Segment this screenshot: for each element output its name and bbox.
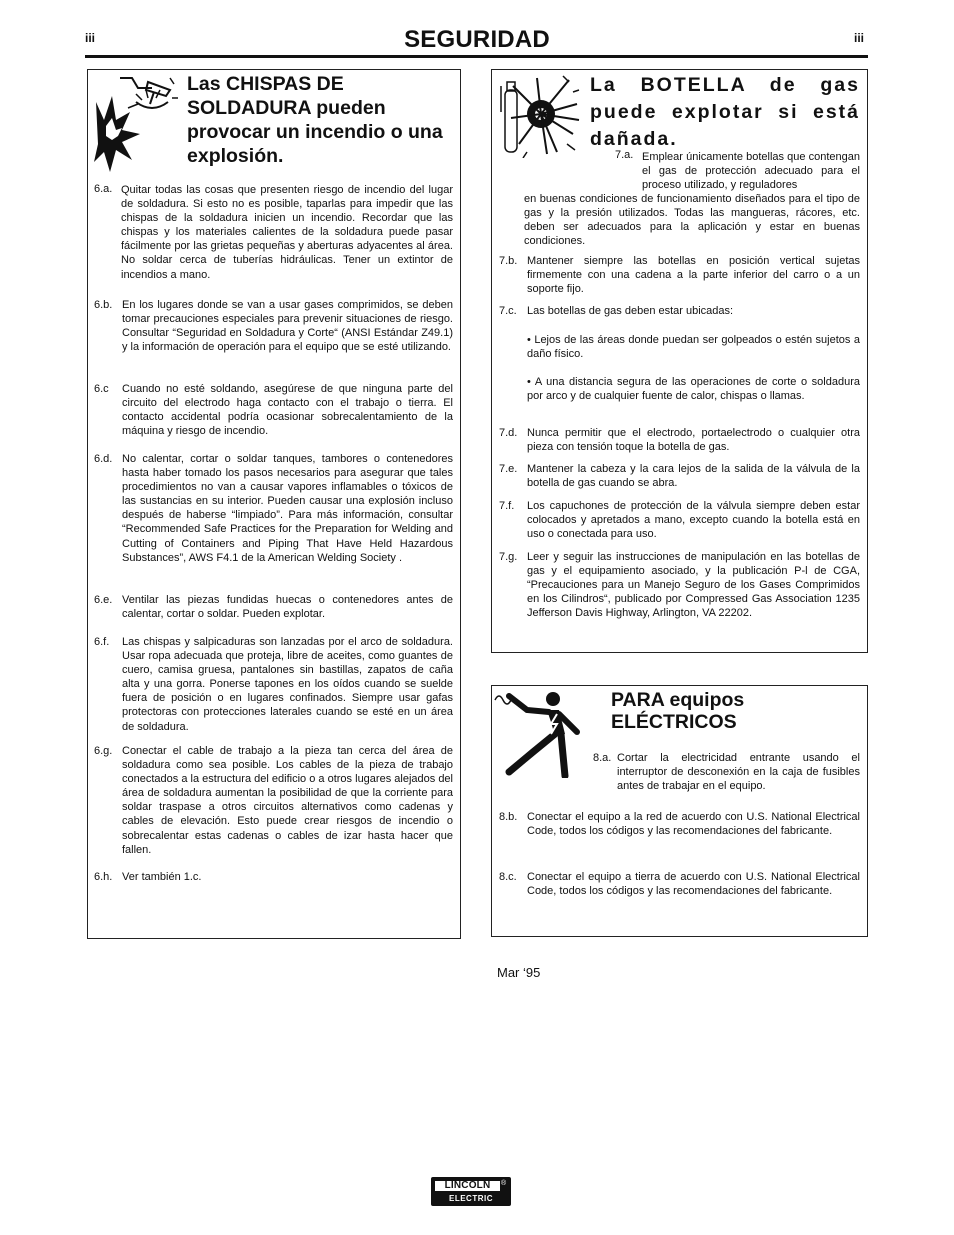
electric-shock-icon	[493, 688, 585, 778]
item-text: Conectar el cable de trabajo a la pieza tan cerca del área de soldadura como sea posible. Los cables de la pieza de trabajo conectados a la estructura del edificio o a otros lugares alejados del área de soldadura aumentan la posibilidad de que la corriente para soldar traspase a otros circuitos alternativos como cadenas y cables de elevación. Esto puede crear riesgos de incendio o sobrecalentar estas cadenas o cables de izar hasta hacer que fallen.	[122, 745, 453, 856]
list-item	[499, 499, 860, 541]
item-number: 7.g.	[499, 551, 518, 563]
item-number: 8.b.	[499, 811, 518, 823]
item-text: Leer y seguir las instrucciones de manipulación en las botellas de gas y el equipamiento asociado, y la publicación P-l de CGA, “Precauciones para un Manejo Seguro de los Gases Comprimidos en los Cilindros“, publicado por Compressed Gas Association 1235 Jefferson Davis Highway, Arlington, VA 22202.	[527, 551, 860, 620]
list-item	[615, 148, 860, 192]
list-item	[499, 426, 860, 454]
item-text: Ver también 1.c.	[122, 871, 202, 883]
item-number: 6.d.	[94, 453, 113, 465]
list-item	[593, 751, 860, 793]
item-number: 6.a.	[94, 183, 113, 195]
revision-date: Mar ‘95	[497, 965, 541, 980]
item-number: 6.c	[94, 383, 109, 395]
item-number: 7.a.	[615, 149, 634, 161]
item-text: en buenas condiciones de funcionamiento diseñados para el tipo de gas y la presión utilizados. Todas las mangueras, rácores, etc. deben ser adecuados para la aplicación y estar en buenas condiciones.	[524, 193, 860, 248]
item-number: 8.a.	[593, 752, 612, 764]
item-text: Quitar todas las cosas que presenten riesgo de incendio del lugar de soldadura. Si esto no es posible, taparlas para impedir que las chispas de la soldadura inicien un incendio. Recordar que las chispas y los materiales calientes de la soldadura puede pasar fácilmente por las grietas pequeñas y aberturas adyacentes al área. No soldar cerca de tuberías hidráulicas. Tener un extintor de incendios a mano.	[121, 184, 453, 281]
item-text: Mantener siempre las botellas en posición vertical sujetas firmemente con una cadena a la parte inferior del carro o a un soporte fijo.	[527, 255, 860, 296]
item-text: Conectar el equipo a tierra de acuerdo con U.S. National Electrical Code, todos los códigos y las recomendaciones del fabricante.	[527, 871, 860, 898]
item-text: Las botellas de gas deben estar ubicadas:	[527, 305, 734, 317]
list-item	[499, 810, 860, 838]
list-item	[94, 744, 453, 857]
item-text: En los lugares donde se van a usar gases comprimidos, se deben tomar precauciones especiales para prevenir situaciones de riesgo. Consultar “Seguridad en Soldadura y Corte“ (ANSI Estándar Z49.1) y la información de operación para el equipo que se esté utilizando.	[122, 299, 453, 354]
item-number: 6.b.	[94, 299, 113, 311]
bullet-item: • A una distancia segura de las operaciones de corte o soldadura por arco y de cualquier fuente de calor, chispas o llamas.	[527, 376, 860, 403]
logo-text-top: LINCOLN	[434, 1180, 501, 1192]
bullet-item: • Lejos de las áreas donde puedan ser golpeados o estén sujetos a daño físico.	[527, 334, 860, 361]
item-number: 7.e.	[499, 463, 518, 475]
item-text: Las chispas y salpicaduras son lanzadas por el arco de soldadura. Usar ropa adecuada que proteja, libre de aceites, como guantes de cuero, camisa gruesa, pantalones sin bastillas, zapatos de caña alta y una gorra. Ponerse tapones en los oídos cuando se suelde fuera de posición o en lugares confinados. Siempre usar gafas protectoras con protecciones laterales cuando se esté en un área de soldadura.	[122, 636, 453, 733]
page-number-left: iii	[85, 31, 96, 45]
item-number: 7.f.	[499, 500, 515, 512]
item-text: No calentar, cortar o soldar tanques, tambores o contenedores hasta haber tomado los pasos necesarios para asegurar que tales procedimientos no van a causar vapores inflamables o tóxicos de las sustancias en su interior. Pueden causar una explosión incluso después de haberse “limpiado”. Para más información, consultar “Recommended Safe Practices for the Preparation for Welding and Cutting of Containers and Piping That Have Held Hazardous Substances”, AWS F4.1 de la American Welding Society .	[122, 453, 453, 564]
item-number: 7.c.	[499, 305, 517, 317]
list-item	[94, 635, 453, 734]
registered-mark: ®	[501, 1180, 507, 1187]
item-text: Conectar el equipo a la red de acuerdo con U.S. National Electrical Code, todos los códigos y las recomendaciones del fabricante.	[527, 811, 860, 838]
list-item	[94, 870, 453, 884]
item-text: Los capuchones de protección de la válvula siempre deben estar colocados y apretados a mano, excepto cuando la botella está en uso o conectada para uso.	[527, 500, 860, 541]
list-item	[499, 254, 860, 296]
item-text: Mantener la cabeza y la cara lejos de la salida de la válvula de la botella de gas cuando se abra.	[527, 463, 860, 490]
page-title: SEGURIDAD	[404, 26, 550, 53]
list-item	[94, 182, 453, 282]
page-number-right: iii	[854, 31, 865, 45]
list-item	[94, 382, 453, 438]
electrical-heading	[611, 689, 851, 733]
electrical-heading-line2: ELÉCTRICOS	[611, 711, 737, 733]
list-item	[94, 452, 453, 565]
list-item	[499, 870, 860, 898]
logo-text-bottom: ELECTRIC	[449, 1194, 493, 1203]
item-number: 6.h.	[94, 871, 113, 883]
item-number: 6.f.	[94, 636, 110, 648]
electrical-heading-line1: PARA equipos	[611, 689, 745, 711]
item-text: Ventilar las piezas fundidas huecas o contenedores antes de calentar, cortar o soldar. Pueden explotar.	[122, 594, 453, 621]
list-item	[499, 550, 860, 620]
item-text: Emplear únicamente botellas que contengan el gas de protección adecuado para el proceso utilizado, y reguladores	[642, 151, 860, 192]
item-text: Cuando no esté soldando, asegúrese de que ninguna parte del circuito del electrodo haga contacto con el trabajo o tierra. El contacto accidental podría ocasionar sobrecalentamiento de la máquina y riesgo de incendio.	[122, 383, 453, 438]
item-number: 6.g.	[94, 745, 113, 757]
title-rule	[85, 55, 868, 58]
list-item-continued	[524, 192, 860, 248]
list-item	[499, 304, 860, 318]
list-item	[94, 593, 453, 621]
item-number: 8.c.	[499, 871, 517, 883]
exploding-gas-cylinder-icon	[497, 72, 581, 158]
item-text: Nunca permitir que el electrodo, portaelectrodo o cualquier otra pieza con tensión toque la botella de gas.	[527, 427, 860, 454]
list-item	[499, 462, 860, 490]
gas-cylinder-heading: La BOTELLA de gas puede explotar si está dañada.	[590, 74, 860, 150]
explosion-sparks-icon	[92, 74, 182, 174]
sparks-heading: Las CHISPAS DE SOLDADURA pueden provocar un incendio o una explosión.	[187, 73, 443, 167]
item-number: 6.e.	[94, 594, 113, 606]
item-number: 7.b.	[499, 255, 518, 267]
item-number: 7.d.	[499, 427, 518, 439]
list-item	[94, 298, 453, 354]
item-text: Cortar la electricidad entrante usando el interruptor de desconexión en la caja de fusibles antes de trabajar en el equipo.	[617, 752, 860, 793]
